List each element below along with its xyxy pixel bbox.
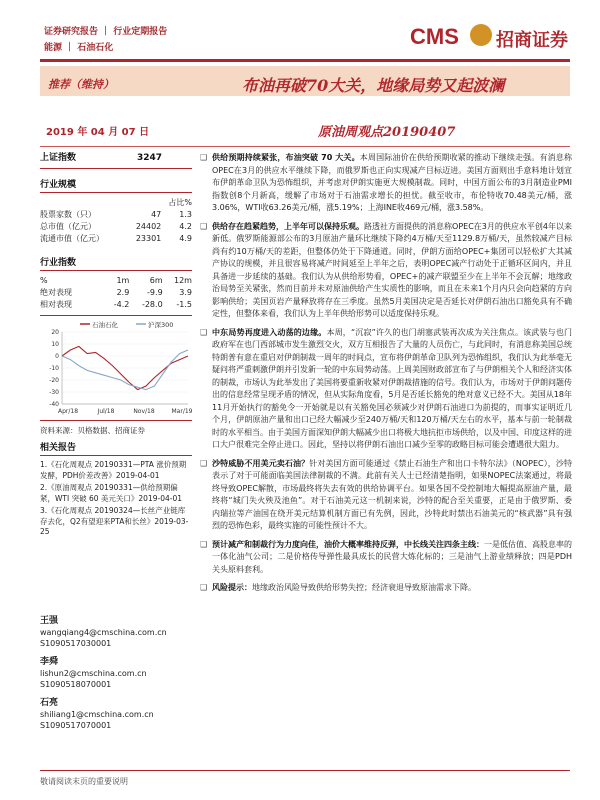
paragraph: ❑ 中东局势再度进入动荡的边缘。本周，“沉寂”许久的也门胡塞武装再次成为关注焦点。该武装与也门政府军在也门西部城市发生激烈交火，双方互相报告了大量的人员伤亡，与此同时，有消息称美国总统特朗普有意在重启对伊朗制裁一周年的时间点，宣布将伊朗革命卫队列为恐怖组织，我们认为此举毫无疑问将严重刺激伊朗并引发新一轮的中东局势动荡。上周美国财政部宣布了与伊朗相关个人和经济实体的制裁，市场认为此举发出了美国将要重新收紧对伊朗裁措施的信号。我们认为，市场对于伊朗问题传出的信息经常呈现矛盾的情况，但从实际角度看，5月是否延长豁免的绝对意义已经不大。美国从18年11月开始执行的豁免令一开始就是以有关豁免国必须减少对伊朗石油进口为前提的，而事实证明近几个月，伊朗原油产量和出口已经大幅减少至240万桶/天和120万桶/天左右的水平，基本与前一轮制裁时的水平相当。由于美国方面深知伊朗大幅减少出口将极大地抗拒市场供给，以及中国、印度这样的进口大户很难完全停止进口。因此，坚持以将伊朗石油出口减少至零的政略目标可能会遭遇很大阻力。 xyxy=(200,327,572,449)
analyst-name: 石亮 xyxy=(40,698,59,708)
analyst-email[interactable]: shiliang1@cmschina.com.cn xyxy=(40,710,154,719)
chart-source: 资料来源：贝格数据、招商证券 xyxy=(40,426,145,435)
related-report[interactable]: 3.《石化周观点 20190324—长丝产业链库存去化，Q2有望迎来PTA和长丝》2019-03-25 xyxy=(40,506,189,536)
index-value: 3247 xyxy=(136,153,162,163)
y-tick-label: -10 xyxy=(49,365,59,372)
logo-badge-icon xyxy=(470,24,492,46)
x-tick-label: Jul/18 xyxy=(97,408,115,415)
analyst-email[interactable]: wangqiang4@cmschina.com.cn xyxy=(40,628,167,637)
basic-col: 占比% xyxy=(168,198,192,207)
y-tick-label: -40 xyxy=(49,401,59,408)
analyst-list xyxy=(40,608,192,731)
paragraph: ❑ 供给预期持续紧张，布油突破 70 大关。本周国际油价在供给预期收紧的推动下继续走强。有消息称OPEC在3月的供应水平继续下降，而俄罗斯也正向实现减产目标迈进。美国方面则出手意料地计划宣布伊朗革命卫队为恐怖组织，并考虑对伊朗实施更大规模制裁。同时，中国方面公布的3月制造业PMI指数创8个月新高，缓解了市场对于石油需求增长的担忧。截至收市，布伦特收70.48美元/桶，涨3.06%，WTI收63.26美元/桶，涨5.19%；上海INE收469元/桶，涨3.58%。 xyxy=(200,153,573,212)
y-tick-label: 20 xyxy=(51,329,59,336)
industry-label: 能源 ｜ 石油石化 xyxy=(44,43,114,53)
report-title: 布油再破70大关，地缘局势又起波澜 xyxy=(242,76,505,95)
perf-row: 绝对表现 2.9 -9.9 3.9 xyxy=(40,288,192,297)
bullet-icon: ❑ xyxy=(200,153,208,162)
bullet-icon: ❑ xyxy=(200,539,208,549)
rating: 推荐（维持） xyxy=(48,78,114,91)
legend-label: 石油石化 xyxy=(92,321,118,329)
related-report[interactable]: 1.《石化周观点 20190331—PTA 涨价预期发酵，PDH价差改善》2019-04-01 xyxy=(40,460,187,480)
paragraph: ❑ 风险提示：地缘政治风险导致供给形势失控；经济衰退导致原油需求下降。 xyxy=(200,582,572,595)
x-tick-label: Nov/18 xyxy=(133,408,155,415)
logo-cn-text: 招商证券 xyxy=(496,30,568,51)
cms-logo xyxy=(410,20,570,52)
y-tick-label: 10 xyxy=(51,341,59,348)
x-tick-label: Apr/18 xyxy=(57,408,79,415)
paragraph: ❑ 沙特威胁不用美元卖石油？针对美国方面可能通过《禁止石油生产和出口卡特尔法》（NOPEC），沙特表示了对于可能面临美国法律制裁的不满。此前有关人士已经清楚指明，如果NOPEC法案通过，将最终导致OPEC解散，市场最终将失去有效的供给协调平台。如果各国不受控制地大幅提高原油产量，最终将“城门失火殃及池鱼”。对于石油美元这一机制来说，沙特的配合至关重要，正是由于俄罗斯、委内瑞拉等产油国在绕开美元结算机制方面已有先例，因此，沙特此时禁出石油美元的“核武器”具有强烈的恐怖色彩，最终实施的可能性预计不大。 xyxy=(200,458,572,530)
paragraph: ❑ 供给存在趋紧趋势，上半年可以保持乐观。路透社方面提供的消息称OPEC在3月的供应水平创4年以来新低。俄罗斯能源部公布的3月原油产量环比继续下降约4万桶/天至1129.8万桶/天，虽然较减产目标尚有约10万桶/天的差距，但整体仍处于下降通道。同时，伊朗方面给OPEC+集团可以轻松扩大其减产协议的规模，并且很容易将减产时间延至上半年之后，表明OPEC减产行动处于正循环区间内，并且具备进一步延续的基础。我们认为从供给形势看，OPEC+的减产联盟至少在上半年不会瓦解；地缘政治局势至关紧张，然而目前并未对原油供给产生实质性的影响，而且在未来1个月内只会向趋紧的方向影响供给；美国页岩产量释放将存在三季度。虽然5月美国决定是否延长对伊朗石油出口豁免具有不确定性，但整体来看，我们认为上半年供给形势可以适度保持乐观。 xyxy=(200,221,572,318)
related-title: 相关报告 xyxy=(40,443,77,453)
report-date: 2019 年 04 月 07 日 xyxy=(46,127,150,138)
main-body xyxy=(200,152,572,601)
analyst-cert: S1090518070001 xyxy=(40,680,112,689)
basic-title: 行业规模 xyxy=(40,180,77,190)
bullet-icon: ❑ xyxy=(200,221,208,231)
bullet-icon: ❑ xyxy=(200,327,208,337)
basic-row: 总市值（亿元） 24402 4.2 xyxy=(40,222,192,231)
sidebar xyxy=(40,152,192,540)
index-label: 上证指数 xyxy=(40,153,77,163)
report-subtitle: 原油周观点20190407 xyxy=(318,125,456,140)
logo-cms-text: CMS xyxy=(410,24,459,49)
perf-title: 行业指数 xyxy=(40,258,77,268)
basic-row: 流通市值（亿元） 23301 4.9 xyxy=(40,234,192,243)
header-divider xyxy=(40,59,570,62)
legend-label: 沪深300 xyxy=(148,321,174,329)
analyst-name: 王强 xyxy=(40,616,59,626)
analyst-cert: S1090517030001 xyxy=(40,639,112,648)
related-report[interactable]: 2.《原油周观点 20190331—供给预期偏紧，WTI 突破 60 美元关口》2019-04-01 xyxy=(40,483,182,503)
date-divider xyxy=(40,146,570,147)
analyst-name: 李舜 xyxy=(40,657,59,667)
bullet-icon: ❑ xyxy=(200,583,208,592)
analyst-email[interactable]: lishun2@cmschina.com.cn xyxy=(40,669,147,678)
perf-row: 相对表现 -4.2 -28.0 -1.5 xyxy=(40,300,192,309)
y-tick-label: -20 xyxy=(49,377,59,384)
y-tick-label: 0 xyxy=(55,353,59,360)
perf-header: % 1m 6m 12m xyxy=(40,276,192,285)
y-tick-label: -30 xyxy=(49,389,59,396)
analyst-cert: S1090517070001 xyxy=(40,721,112,730)
footer-note: 敬请阅读末页的重要说明 xyxy=(40,777,128,786)
bullet-icon: ❑ xyxy=(200,458,208,468)
x-tick-label: Mar/19 xyxy=(171,408,192,415)
basic-row: 股票家数（只） 47 1.3 xyxy=(40,210,192,219)
footer-divider xyxy=(40,770,570,771)
paragraph: ❑ 预计减产和制裁行为力度向佳，油价大概率维持反弹，中长线关注四条主线：一是低估值、高股息率的一体化油气公司；二是价格传导弹性最具成长的民营大炼化标的；三是油气上游业绩释放；四是PDH关头原料套利。 xyxy=(200,539,572,574)
report-type: 证券研究报告 ｜ 行业定期报告 xyxy=(44,27,168,37)
performance-chart xyxy=(40,318,192,418)
